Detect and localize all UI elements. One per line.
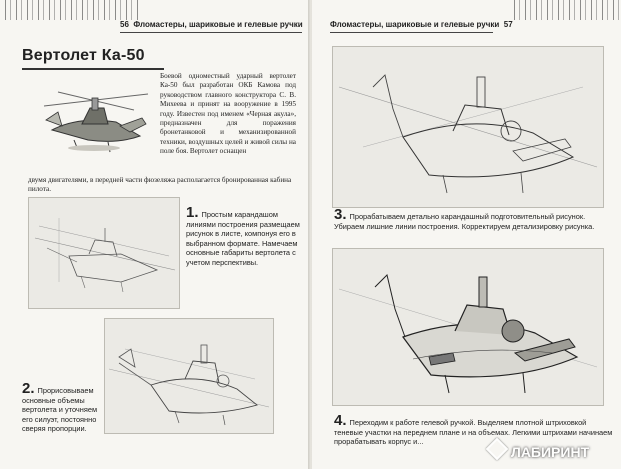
title-bar	[22, 44, 164, 70]
intro-paragraph: Боевой одноместный ударный вертолет Ка-50 был разработан ОКБ Камова под руководством главного конструктора С. В. Михеева и принят на вооружение в 1995 году. Известен под именем «Черная акула», предназначен для поражения бронетанковой и механизированной техники, воздушных целей и живой силы на поле боя. Вертолет оснащен	[160, 72, 296, 156]
right-page	[312, 0, 621, 469]
step4-number: 4.	[334, 412, 347, 429]
step1-caption	[186, 206, 302, 267]
left-page	[0, 0, 310, 469]
step2-caption	[22, 382, 104, 434]
watermark-text: ЛАБИРИНТ	[511, 444, 590, 460]
labirint-logo-icon	[486, 438, 509, 461]
step2-sketch	[104, 318, 274, 434]
decorative-border-right	[509, 0, 621, 20]
step4-text: Переходим к работе гелевой ручкой. Выделяем плотной штриховкой теневые участки на переднем плане и на объемах. Легкими штрихами начинаем прорабатывать корпус и...	[334, 418, 613, 447]
decorative-border-left	[0, 0, 140, 20]
running-header-right	[330, 18, 513, 33]
labirint-watermark	[489, 441, 615, 463]
intro-paragraph-continued: двумя двигателями, в передней части фюзеляжа располагается бронированная кабина пилота.	[28, 176, 292, 194]
helicopter-color-thumbnail	[38, 78, 156, 162]
running-header-text-right: Фломастеры, шариковые и гелевые ручки	[330, 20, 500, 29]
step3-text: Прорабатываем детально карандашный подготовительный рисунок. Убираем лишние линии построения. Корректируем детализировку рисунка.	[334, 212, 595, 231]
step2-text: Прорисовываем основные объемы вертолета и уточняем его силуэт, постоянно сверяя пропорции.	[22, 386, 98, 434]
step4-sketch	[332, 248, 604, 406]
step1-number: 1.	[186, 204, 199, 221]
step2-number: 2.	[22, 380, 35, 397]
page-number-right: 57	[503, 20, 513, 29]
step3-sketch	[332, 46, 604, 208]
step1-text: Простым карандашом линиями построения размещаем рисунок в листе, компонуя его в выбранном формате. Намечаем основные габариты вертолета с учетом перспективы.	[186, 210, 300, 267]
running-header-left	[120, 18, 302, 33]
page-number-left: 56	[120, 20, 129, 29]
page-title: Вертолет Ка-50	[22, 47, 145, 64]
running-header-text-left: Фломастеры, шариковые и гелевые ручки	[133, 20, 303, 29]
step3-caption	[334, 208, 616, 231]
step1-sketch	[28, 197, 180, 309]
step3-number: 3.	[334, 206, 347, 223]
